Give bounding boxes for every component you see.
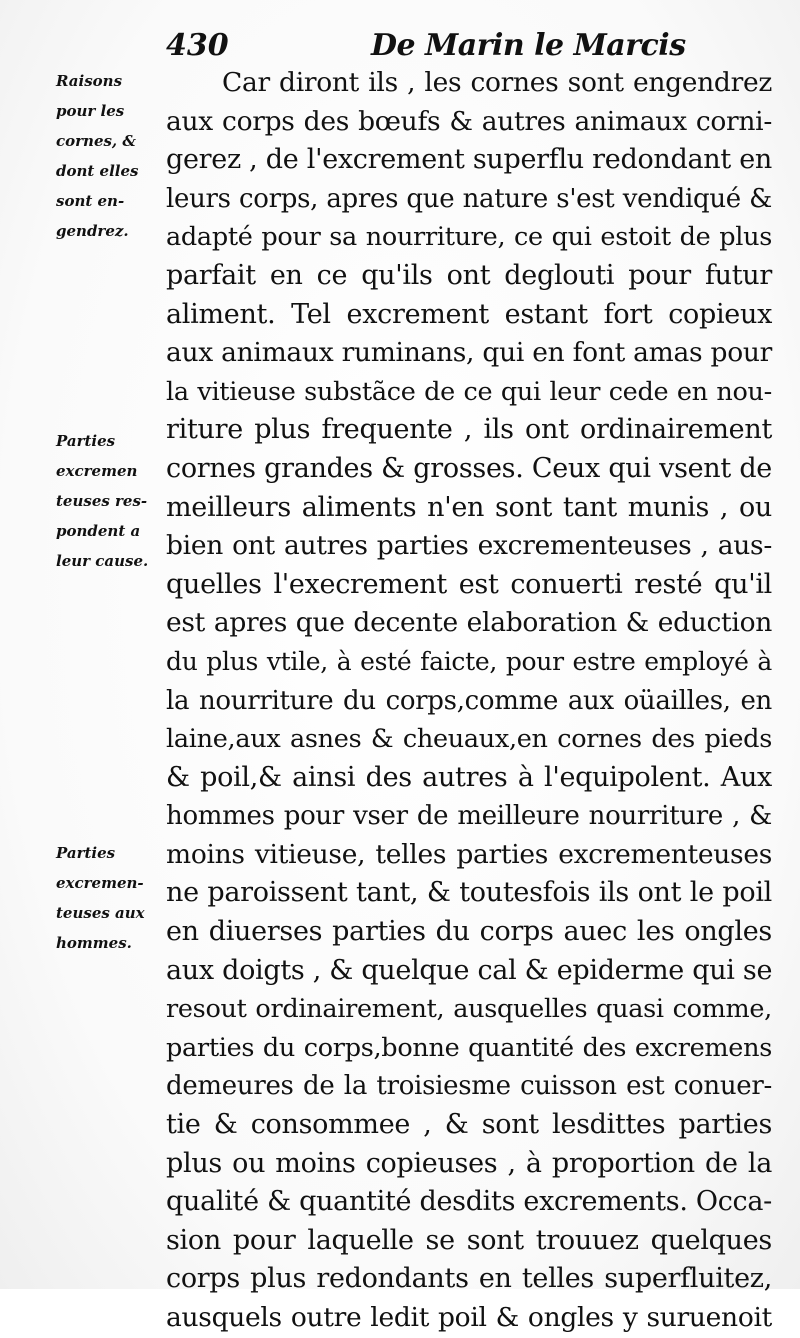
sidenote-line: pondent a: [56, 522, 141, 540]
sidenote-line: teuses res-: [56, 492, 148, 510]
text-line: hommes pour vser de meilleure nourriture , &: [166, 801, 772, 832]
text-line: la vitieuse substãce de ce qui leur cede en nou-: [166, 376, 772, 407]
text-line: laine,aux asnes & cheuaux,en cornes des pieds: [166, 724, 772, 755]
text-line: aux animaux ruminans, qui en font amas pour: [166, 337, 772, 369]
text-line: parties du corps,bonne quantité des excremens: [166, 1032, 772, 1063]
sidenote-line: sont en-: [56, 192, 125, 210]
text-line: est apres que decente elaboration & eduction: [166, 607, 772, 639]
sidenote-line: Parties: [56, 432, 116, 450]
text-line: riture plus frequente , ils ont ordinairement: [166, 414, 772, 446]
sidenote-line: Raisons: [56, 72, 123, 90]
text-line: ausquels outre ledit poil & ongles y suruenoit: [166, 1302, 772, 1333]
text-line: la nourriture du corps,comme aux oüailles, en: [166, 685, 772, 716]
sidenote-line: Parties: [56, 844, 116, 862]
text-line: sion pour laquelle se sont trouuez quelques: [166, 1224, 772, 1256]
text-line: bien ont autres parties excrementeuses , aus-: [166, 530, 772, 562]
text-line: cornes grandes & grosses. Ceux qui vsent de: [166, 452, 772, 484]
text-line: meilleurs aliments n'en sont tant munis , ou: [166, 491, 772, 523]
sidenote-line: cornes, &: [56, 132, 136, 150]
text-line: tie & consommee , & sont lesdittes parties: [166, 1109, 772, 1141]
text-line: adapté pour sa nourriture, ce qui estoit de plus: [166, 222, 772, 253]
body-text: [166, 64, 772, 1338]
sidenote-line: excremen: [56, 462, 138, 480]
text-line: leurs corps, apres que nature s'est vendiqué &: [166, 183, 772, 214]
text-line: aux corps des bœufs & autres animaux corni-: [166, 105, 772, 137]
running-title: De Marin le Marcis: [371, 28, 686, 63]
sidenote-line: pour les: [56, 102, 125, 120]
text-line: en diuerses parties du corps auec les ongles: [166, 916, 772, 948]
text-line: resout ordinairement, ausquelles quasi comme,: [166, 994, 772, 1025]
text-line: plus ou moins copieuses , à proportion de la: [166, 1147, 772, 1179]
text-line: qualité & quantité desdits excrements. Occa-: [166, 1186, 772, 1218]
sidenote-parties-excrementeuses: [56, 426, 160, 576]
text-line: parfait en ce qu'ils ont deglouti pour futur: [166, 259, 772, 291]
text-line: corps plus redondants en telles superfluitez,: [166, 1263, 772, 1295]
text-line: & poil,& ainsi des autres à l'equipolent. Aux: [166, 761, 772, 793]
sidenote-line: leur cause.: [56, 552, 149, 570]
sidenote-line: dont elles: [56, 162, 139, 180]
sidenote-line: hommes.: [56, 934, 132, 952]
text-line: Car diront ils , les cornes sont engendrez: [222, 67, 772, 98]
text-line: aux doigts , & quelque cal & epiderme qui se: [166, 954, 773, 986]
text-line: ne paroissent tant, & toutesfois ils ont le poil: [166, 877, 772, 909]
sidenote-line: gendrez.: [56, 222, 129, 240]
sidenote-raisons: [56, 66, 160, 246]
page-number: 430: [166, 28, 229, 63]
sidenote-line: excremen-: [56, 874, 144, 892]
sidenote-line: teuses aux: [56, 904, 145, 922]
text-line: quelles l'execrement est conuerti resté qu'il: [166, 568, 772, 600]
text-line: demeures de la troisiesme cuisson est conuer-: [166, 1071, 772, 1102]
sidenote-parties-hommes: [56, 838, 160, 958]
text-line: gerez , de l'excrement superflu redondant en: [166, 144, 772, 176]
text-line: du plus vtile, à esté faicte, pour estre employé à: [166, 646, 772, 676]
text-line: aliment. Tel excrement estant fort copieux: [166, 298, 772, 330]
running-head: [166, 28, 766, 64]
text-line: moins vitieuse, telles parties excrementeuses: [166, 838, 772, 870]
